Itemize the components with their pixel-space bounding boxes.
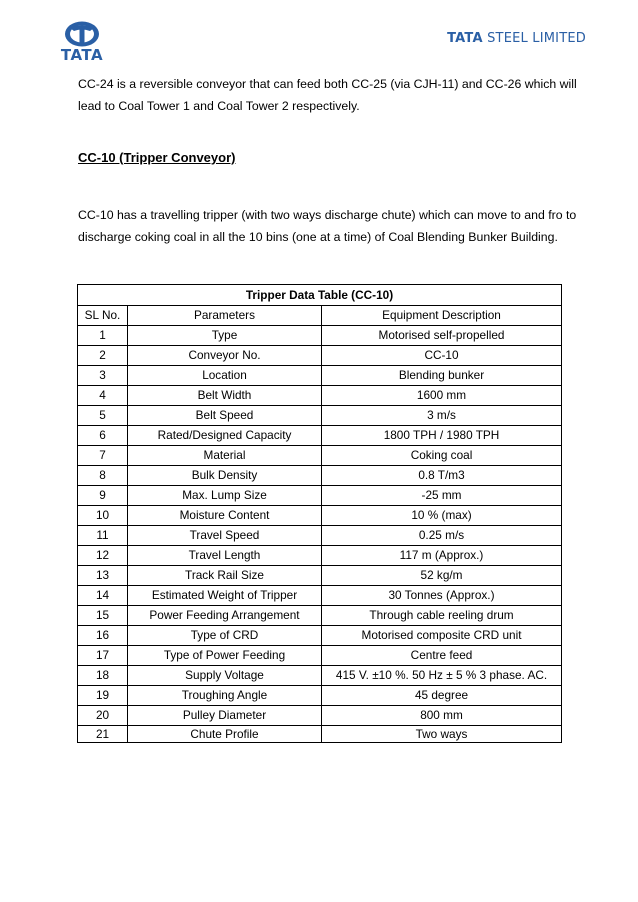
description-cell: CC-10 xyxy=(322,346,562,366)
table-row xyxy=(78,326,562,346)
sl-no-cell: 4 xyxy=(78,386,128,406)
parameter-cell: Type xyxy=(128,326,322,346)
parameter-cell: Travel Length xyxy=(128,546,322,566)
description-cell: 3 m/s xyxy=(322,406,562,426)
description-cell: 0.8 T/m3 xyxy=(322,466,562,486)
sl-no-cell: 12 xyxy=(78,546,128,566)
sl-no-cell: 20 xyxy=(78,706,128,726)
description-cell: 10 % (max) xyxy=(322,506,562,526)
parameter-cell: Belt Speed xyxy=(128,406,322,426)
section-paragraph: CC-10 has a travelling tripper (with two ways discharge chute) which can move to and fro to discharge coking coal in all the 10 bins (one at a time) of Coal Blending Bunker Building. xyxy=(78,208,577,244)
description-cell: Blending bunker xyxy=(322,366,562,386)
section-heading: CC-10 (Tripper Conveyor) xyxy=(78,150,236,165)
description-cell: Motorised self-propelled xyxy=(322,326,562,346)
description-cell: Centre feed xyxy=(322,646,562,666)
sl-no-cell: 17 xyxy=(78,646,128,666)
table-row xyxy=(78,586,562,606)
parameter-cell: Type of CRD xyxy=(128,626,322,646)
table-row xyxy=(78,726,562,743)
table-row xyxy=(78,646,562,666)
table-row xyxy=(78,386,562,406)
parameter-cell: Estimated Weight of Tripper xyxy=(128,586,322,606)
parameter-cell: Troughing Angle xyxy=(128,686,322,706)
table-title: Tripper Data Table (CC-10) xyxy=(78,285,562,306)
description-cell: 0.25 m/s xyxy=(322,526,562,546)
table-row xyxy=(78,626,562,646)
sl-no-cell: 5 xyxy=(78,406,128,426)
sl-no-cell: 3 xyxy=(78,366,128,386)
table-row xyxy=(78,606,562,626)
table-row xyxy=(78,486,562,506)
sl-no-cell: 7 xyxy=(78,446,128,466)
logo-text: TATA xyxy=(60,46,104,64)
description-cell: 30 Tonnes (Approx.) xyxy=(322,586,562,606)
parameter-cell: Location xyxy=(128,366,322,386)
table-row xyxy=(78,466,562,486)
brand-name-rest: STEEL LIMITED xyxy=(482,31,586,46)
description-cell: Motorised composite CRD unit xyxy=(322,626,562,646)
parameter-cell: Bulk Density xyxy=(128,466,322,486)
table-row xyxy=(78,406,562,426)
brand-name xyxy=(447,31,586,46)
table-row xyxy=(78,506,562,526)
parameter-cell: Type of Power Feeding xyxy=(128,646,322,666)
parameter-cell: Pulley Diameter xyxy=(128,706,322,726)
parameter-cell: Conveyor No. xyxy=(128,346,322,366)
description-cell: 415 V. ±10 %. 50 Hz ± 5 % 3 phase. AC. xyxy=(322,666,562,686)
sl-no-cell: 9 xyxy=(78,486,128,506)
sl-no-cell: 16 xyxy=(78,626,128,646)
table-row xyxy=(78,686,562,706)
sl-no-cell: 19 xyxy=(78,686,128,706)
parameter-cell: Max. Lump Size xyxy=(128,486,322,506)
column-header-sl-no: SL No. xyxy=(78,306,128,326)
table-row xyxy=(78,366,562,386)
table-row xyxy=(78,706,562,726)
description-cell: 117 m (Approx.) xyxy=(322,546,562,566)
sl-no-cell: 18 xyxy=(78,666,128,686)
parameter-cell: Chute Profile xyxy=(128,726,322,743)
sl-no-cell: 14 xyxy=(78,586,128,606)
sl-no-cell: 15 xyxy=(78,606,128,626)
table-row xyxy=(78,446,562,466)
description-cell: 1800 TPH / 1980 TPH xyxy=(322,426,562,446)
description-cell: 45 degree xyxy=(322,686,562,706)
table-header-row xyxy=(78,306,562,326)
sl-no-cell: 11 xyxy=(78,526,128,546)
table-row xyxy=(78,526,562,546)
sl-no-cell: 2 xyxy=(78,346,128,366)
table-row xyxy=(78,666,562,686)
table-row xyxy=(78,426,562,446)
parameter-cell: Power Feeding Arrangement xyxy=(128,606,322,626)
parameter-cell: Track Rail Size xyxy=(128,566,322,586)
parameter-cell: Supply Voltage xyxy=(128,666,322,686)
table-row xyxy=(78,546,562,566)
description-cell: Through cable reeling drum xyxy=(322,606,562,626)
sl-no-cell: 21 xyxy=(78,726,128,743)
description-cell: 52 kg/m xyxy=(322,566,562,586)
brand-name-bold: TATA xyxy=(447,31,483,46)
sl-no-cell: 10 xyxy=(78,506,128,526)
parameter-cell: Rated/Designed Capacity xyxy=(128,426,322,446)
sl-no-cell: 1 xyxy=(78,326,128,346)
tripper-data-table xyxy=(77,284,562,743)
sl-no-cell: 13 xyxy=(78,566,128,586)
column-header-description: Equipment Description xyxy=(322,306,562,326)
intro-paragraph: CC-24 is a reversible conveyor that can feed both CC-25 (via CJH-11) and CC-26 which will lead to Coal Tower 1 and Coal Tower 2 respectively. xyxy=(78,77,577,113)
description-cell: 800 mm xyxy=(322,706,562,726)
description-cell: Coking coal xyxy=(322,446,562,466)
parameter-cell: Moisture Content xyxy=(128,506,322,526)
sl-no-cell: 8 xyxy=(78,466,128,486)
sl-no-cell: 6 xyxy=(78,426,128,446)
description-cell: 1600 mm xyxy=(322,386,562,406)
table-row xyxy=(78,566,562,586)
description-cell: Two ways xyxy=(322,726,562,743)
table-row xyxy=(78,346,562,366)
parameter-cell: Belt Width xyxy=(128,386,322,406)
description-cell: -25 mm xyxy=(322,486,562,506)
parameter-cell: Travel Speed xyxy=(128,526,322,546)
column-header-parameters: Parameters xyxy=(128,306,322,326)
parameter-cell: Material xyxy=(128,446,322,466)
